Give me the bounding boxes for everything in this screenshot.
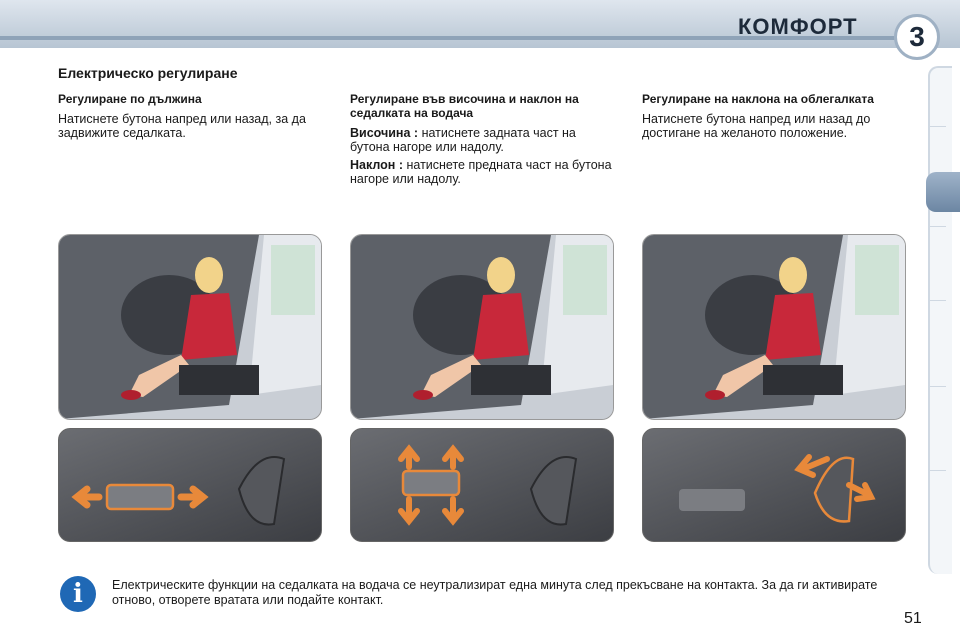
tab-divider <box>930 226 946 227</box>
page-number: 51 <box>904 610 922 627</box>
driver-seat-photo <box>642 234 906 420</box>
column-backrest <box>642 92 904 144</box>
text-tilt: натиснете предната част на бутона нагоре или надолу. <box>350 158 612 186</box>
seat-control-backrest-illustration <box>643 429 905 541</box>
section-title: КОМФОРТ <box>738 14 858 39</box>
chapter-tabs <box>928 66 952 574</box>
text-backrest: Натиснете бутона напред или назад до достигане на желаното положение. <box>642 112 871 140</box>
driver-seat-photo <box>350 234 614 420</box>
label-tilt: Наклон : <box>350 158 403 172</box>
tab-divider <box>930 300 946 301</box>
seat-control-detail-backrest <box>642 428 906 542</box>
text-length: Натиснете бутона напред или назад, за да задвижите седалката. <box>58 112 306 140</box>
column-height-tilt <box>350 92 612 190</box>
chapter-tab-active[interactable] <box>926 172 960 212</box>
heading-length: Регулиране по дължина <box>58 92 202 106</box>
info-note: Електрическите функции на седалката на водача се неутрализират една минута след прекъсване на контакта. За да ги активирате отново, отворете вратата или подайте контакт. <box>112 578 878 607</box>
heading-backrest: Регулиране на наклона на облегалката <box>642 92 874 106</box>
seat-control-detail-length <box>58 428 322 542</box>
tab-divider <box>930 470 946 471</box>
heading-height-tilt: Регулиране във височина и наклон на седалката на водача <box>350 92 579 120</box>
driver-seat-illustration <box>59 235 321 419</box>
paragraph-height <box>350 126 612 154</box>
driver-seat-illustration <box>643 235 905 419</box>
column-length <box>58 92 320 144</box>
paragraph-tilt <box>350 158 612 186</box>
seat-control-detail-height-tilt <box>350 428 614 542</box>
seat-control-height-tilt-illustration <box>351 429 613 541</box>
label-height: Височина : <box>350 126 419 140</box>
text-height: натиснете задната част на бутона нагоре или надолу. <box>350 126 576 154</box>
driver-seat-photo <box>58 234 322 420</box>
tab-divider <box>930 386 946 387</box>
seat-control-length-illustration <box>59 429 321 541</box>
main-title: Електрическо регулиране <box>58 65 238 81</box>
tab-divider <box>930 126 946 127</box>
chapter-number-badge: 3 <box>894 14 940 60</box>
info-icon: i <box>60 576 96 612</box>
driver-seat-illustration <box>351 235 613 419</box>
